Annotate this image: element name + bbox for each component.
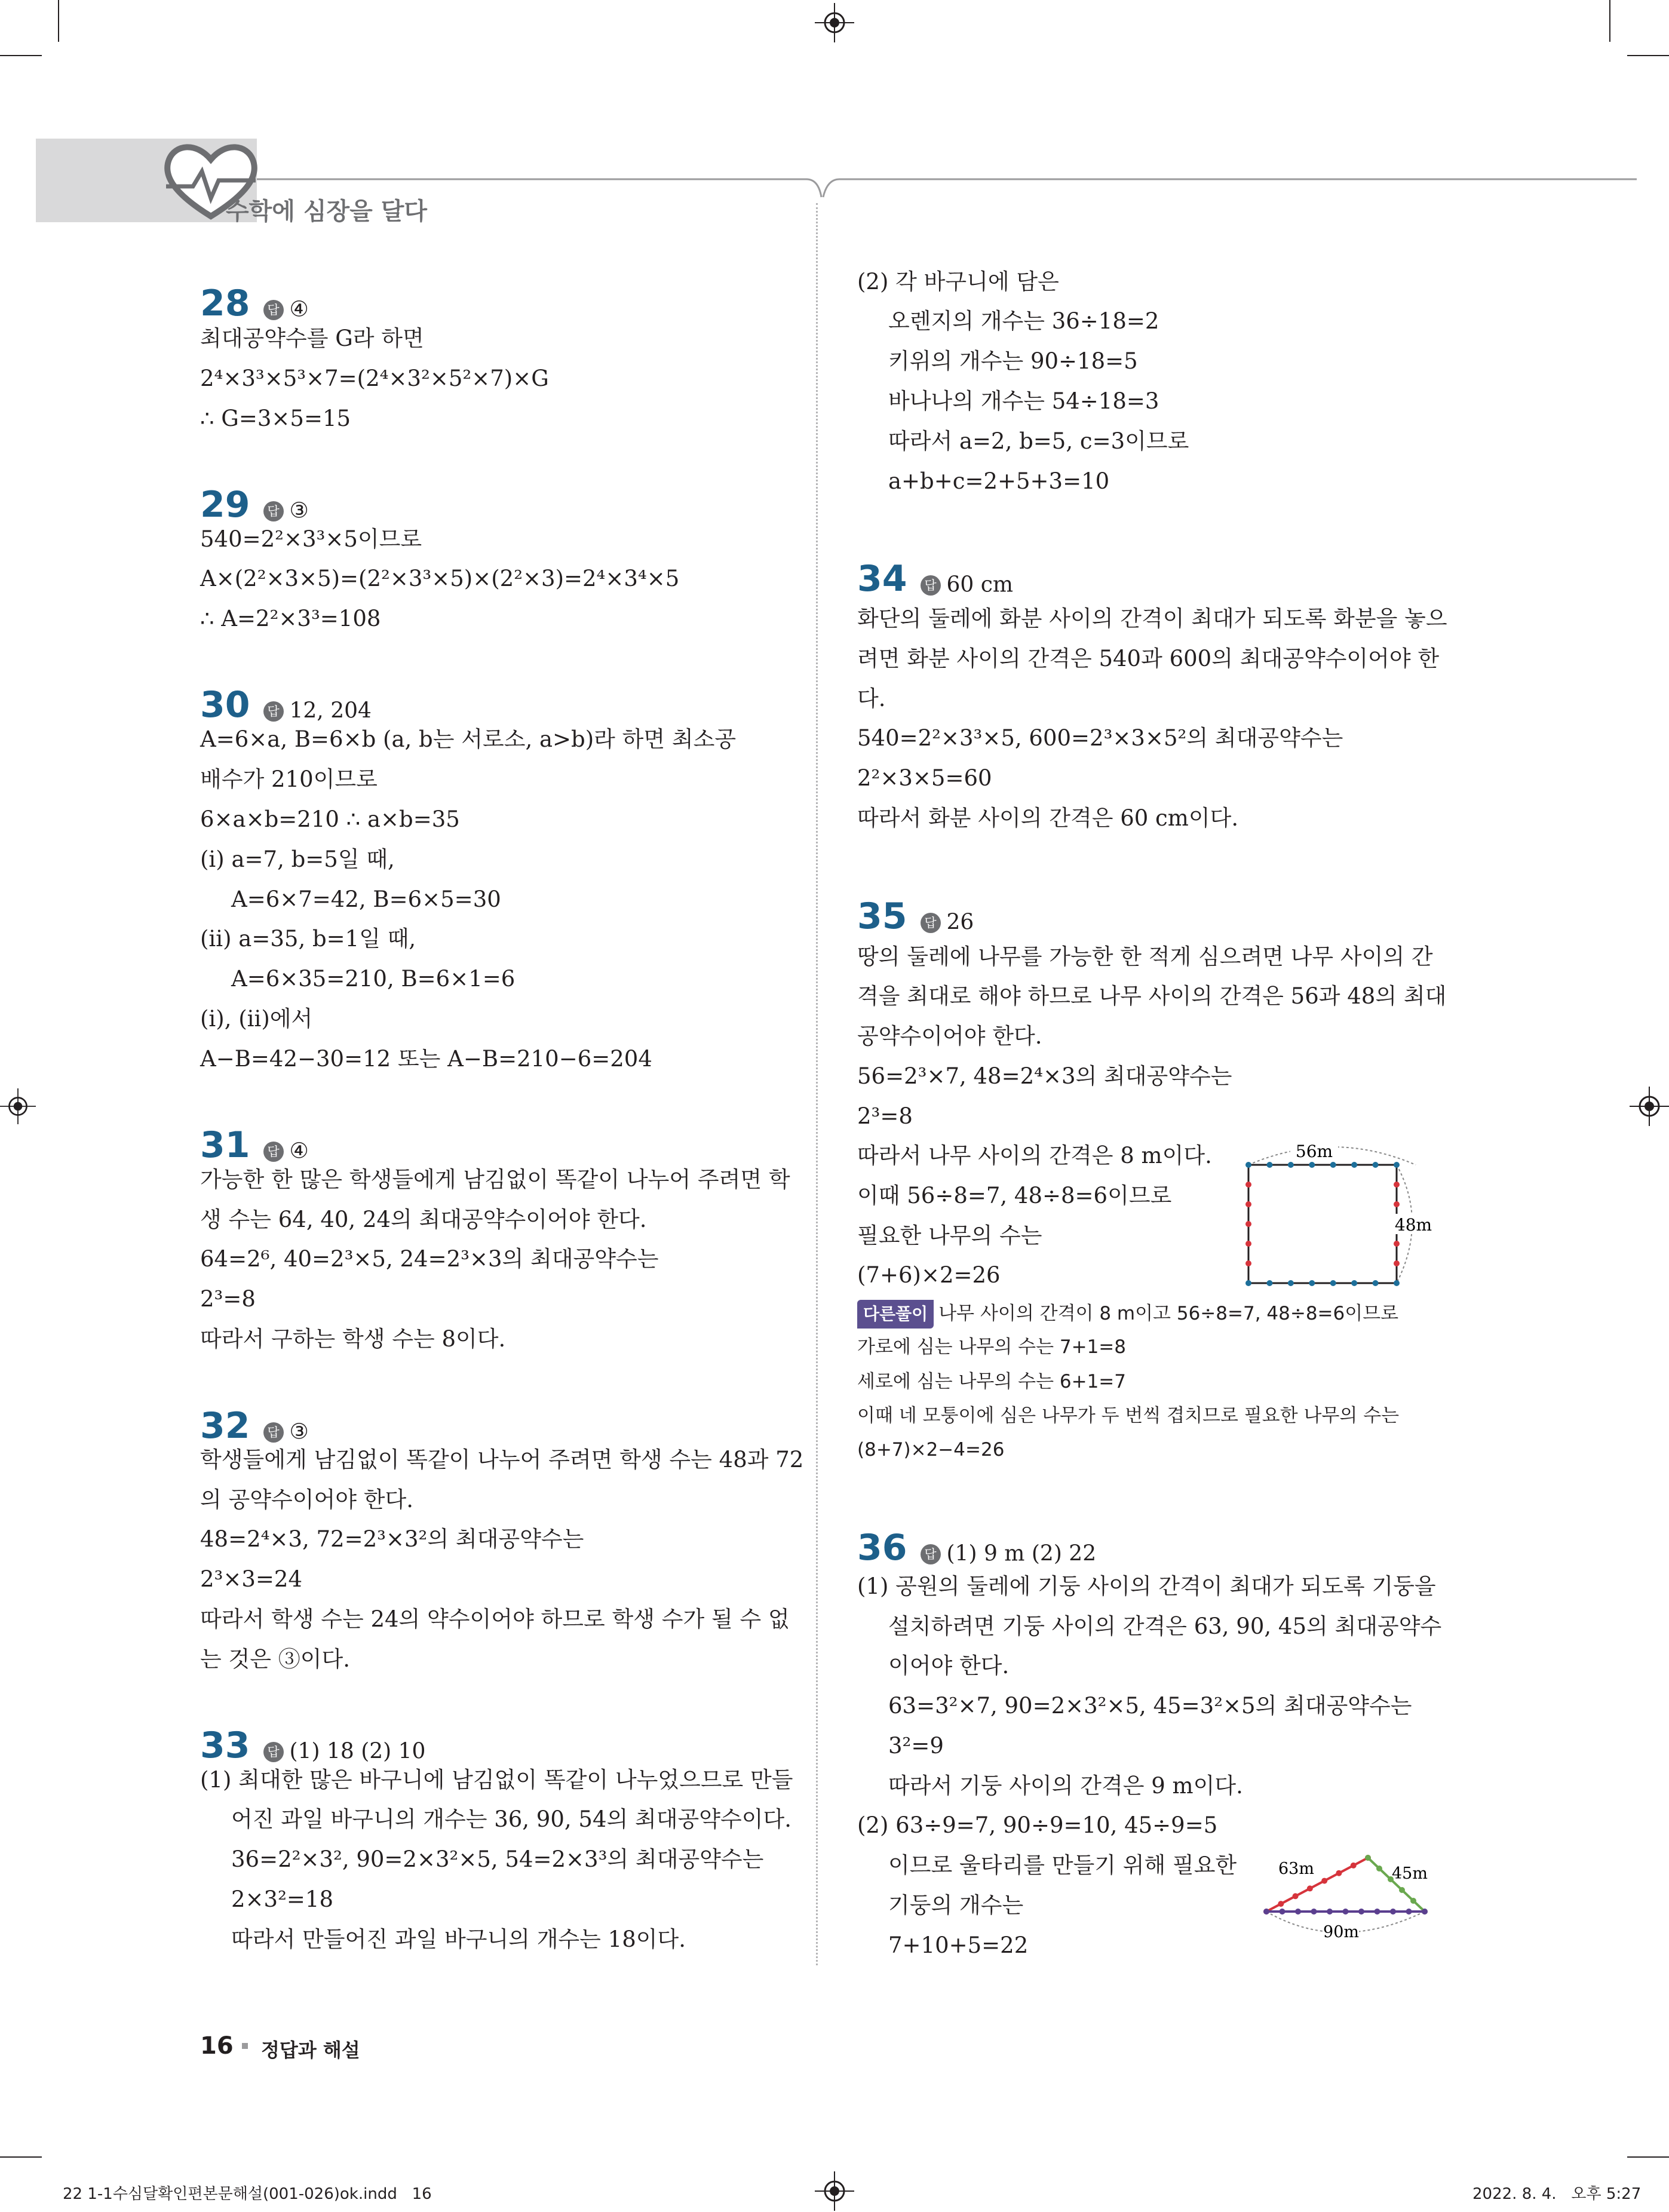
tree-dot [1266, 1280, 1272, 1286]
tree-dot [1373, 1280, 1379, 1286]
tree-dot [1321, 1878, 1327, 1884]
registration-mark-icon [1630, 1087, 1669, 1126]
tree-dot [1288, 1162, 1294, 1168]
solution-line: 따라서 기둥 사이의 간격은 9 m이다. [888, 1773, 1243, 1799]
header-rule [257, 173, 1637, 245]
tree-dot [1394, 1182, 1400, 1188]
problem-header [200, 1405, 309, 1450]
problem-number: 30 [200, 684, 250, 726]
answer-text: ③ [289, 1419, 309, 1444]
problem-number: 36 [857, 1527, 907, 1569]
solution-line: 학생들에게 남김없이 똑같이 나누어 주려면 학생 수는 48과 72 [200, 1447, 804, 1472]
solution-line: 설치하려면 기둥 사이의 간격은 63, 90, 45의 최대공약수 [888, 1613, 1442, 1639]
solution-line: 려면 화분 사이의 간격은 540과 600의 최대공약수이어야 한 [857, 646, 1440, 671]
tree-dot [1309, 1162, 1315, 1168]
crop-mark [0, 55, 42, 56]
solution-line: 6×a×b=210 ∴ a×b=35 [200, 806, 460, 832]
solution-line: (1) 최대한 많은 바구니에 남김없이 똑같이 나누었으므로 만들 [200, 1767, 793, 1793]
alternative-solution-line: 이때 네 모퉁이에 심은 나무가 두 번씩 겹치므로 필요한 나무의 수는 [857, 1405, 1400, 1426]
crop-mark [0, 2156, 42, 2158]
solution-line: (1) 공원의 둘레에 기둥 사이의 간격이 최대가 되도록 기둥을 [857, 1573, 1436, 1599]
solution-line: 땅의 둘레에 나무를 가능한 한 적게 심으려면 나무 사이의 간 [857, 944, 1433, 970]
solution-line: ∴ A=2²×3³=108 [200, 606, 381, 631]
tree-dot [1293, 1893, 1299, 1899]
solution-line: ∴ G=3×5=15 [200, 406, 351, 431]
tree-dot [1399, 1887, 1405, 1893]
footer-title: 정답과 해설 [261, 2039, 360, 2061]
tree-dot [1327, 1909, 1333, 1915]
fig36-bottom-label: 90m [1323, 1923, 1359, 1941]
solution-line: 바나나의 개수는 54÷18=3 [888, 388, 1159, 414]
fig36-right-label: 45m [1392, 1864, 1428, 1883]
tree-dot [1422, 1909, 1428, 1915]
crop-mark [1609, 0, 1610, 42]
solution-line: 따라서 구하는 학생 수는 8이다. [200, 1326, 506, 1352]
solution-line: 2³=8 [857, 1103, 913, 1129]
answer-text: (1) 9 m (2) 22 [946, 1541, 1097, 1566]
solution-line: 최대공약수를 G라 하면 [200, 326, 424, 351]
tree-dot [1406, 1909, 1412, 1915]
tree-dot [1376, 1866, 1382, 1872]
answer-icon: 답 [921, 575, 941, 596]
problem-number: 32 [200, 1405, 250, 1447]
alternative-solution-tag: 다른풀이 [857, 1300, 934, 1329]
solution-line: 이므로 울타리를 만들기 위해 필요한 [888, 1852, 1237, 1878]
solution-line: 의 공약수이어야 한다. [200, 1487, 413, 1512]
problem-number: 34 [857, 558, 907, 600]
solution-line: A=6×a, B=6×b (a, b는 서로소, a>b)라 하면 최소공 [200, 726, 737, 752]
tree-dot [1375, 1909, 1380, 1915]
answer-icon: 답 [263, 1422, 284, 1443]
answer-icon: 답 [263, 501, 284, 521]
problem-header [200, 1124, 309, 1170]
alternative-solution-line: 세로에 심는 나무의 수는 6+1=7 [857, 1371, 1126, 1392]
problem-number: 35 [857, 895, 907, 937]
tree-dot [1266, 1162, 1272, 1168]
solution-line: A=6×35=210, B=6×1=6 [231, 966, 516, 992]
alternative-solution-line: 가로에 심는 나무의 수는 7+1=8 [857, 1336, 1126, 1358]
solution-line: 36=2²×3², 90=2×3²×5, 54=2×3³의 최대공약수는 [231, 1846, 764, 1872]
tree-dot [1245, 1221, 1251, 1227]
crop-mark [1627, 55, 1669, 56]
tree-dot [1390, 1909, 1396, 1915]
header-title: 수학에 심장을 달다 [226, 198, 427, 225]
solution-line: 따라서 화분 사이의 간격은 60 cm이다. [857, 805, 1239, 831]
solution-line: (i) a=7, b=5일 때, [200, 846, 395, 872]
solution-line: 따라서 만들어진 과일 바구니의 개수는 18이다. [231, 1926, 686, 1952]
solution-line: 따라서 a=2, b=5, c=3이므로 [888, 428, 1189, 454]
tree-dot [1245, 1162, 1251, 1168]
solution-line: 이어야 한다. [888, 1653, 1010, 1679]
answer-text: 60 cm [946, 572, 1014, 597]
page-number: 16 [200, 2032, 234, 2060]
problem-number: 31 [200, 1124, 250, 1166]
solution-line: 2³×3=24 [200, 1566, 302, 1592]
answer-text: ③ [289, 498, 309, 523]
solution-line: 2²×3×5=60 [857, 765, 992, 791]
fig35-side-label: 48m [1394, 1215, 1432, 1235]
answer-icon: 답 [921, 913, 941, 933]
problem-header [857, 558, 1014, 603]
tree-dot [1245, 1241, 1251, 1247]
registration-mark-icon [815, 2171, 854, 2211]
problem-header [200, 684, 372, 729]
tree-dot [1394, 1201, 1400, 1207]
problem-header [200, 1725, 426, 1770]
tree-dot [1311, 1909, 1317, 1915]
tree-dot [1410, 1898, 1416, 1904]
tree-dot [1394, 1162, 1400, 1168]
tree-dot [1358, 1909, 1364, 1915]
registration-mark-icon [0, 1087, 36, 1126]
solution-line: 기둥의 개수는 [888, 1892, 1024, 1918]
solution-line: a+b+c=2+5+3=10 [888, 468, 1110, 494]
answer-icon: 답 [263, 701, 284, 722]
answer-icon: 답 [921, 1544, 941, 1564]
tree-dot [1365, 1855, 1371, 1861]
tree-dot [1288, 1280, 1294, 1286]
solution-line: 오렌지의 개수는 36÷18=2 [888, 308, 1159, 334]
answer-icon: 답 [263, 300, 284, 320]
tree-dot [1343, 1909, 1349, 1915]
solution-line: 63=3²×7, 90=2×3²×5, 45=3²×5의 최대공약수는 [888, 1693, 1412, 1719]
tree-dot [1245, 1260, 1251, 1266]
solution-line: 540=2²×3³×5, 600=2³×3×5²의 최대공약수는 [857, 725, 1343, 751]
alternative-solution-line [857, 1300, 1398, 1329]
solution-line: (7+6)×2=26 [857, 1262, 1001, 1288]
problem-header [857, 1527, 1097, 1572]
tree-dot [1330, 1280, 1336, 1286]
answer-text: ④ [289, 1139, 309, 1164]
answer-text: 12, 204 [289, 698, 372, 723]
solution-line: 생 수는 64, 40, 24의 최대공약수이어야 한다. [200, 1207, 647, 1232]
tree-dot [1336, 1870, 1342, 1876]
crop-mark [1627, 2156, 1669, 2158]
solution-line: A=6×7=42, B=6×5=30 [231, 886, 501, 912]
solution-line: 56=2³×7, 48=2⁴×3의 최대공약수는 [857, 1063, 1232, 1089]
answer-text: (1) 18 (2) 10 [289, 1739, 426, 1764]
solution-line: 48=2⁴×3, 72=2³×3²의 최대공약수는 [200, 1526, 584, 1552]
tree-dot [1307, 1885, 1313, 1891]
solution-line: 공약수이어야 한다. [857, 1023, 1042, 1049]
solution-line: 64=2⁶, 40=2³×5, 24=2³×3의 최대공약수는 [200, 1246, 659, 1272]
slug-filename: 22 1-1수심달확인편본문해설(001-026)ok.indd 16 [63, 2185, 432, 2203]
problem-header [200, 283, 309, 328]
solution-line: 540=2²×3³×5이므로 [200, 526, 422, 552]
fig35-top-label: 56m [1295, 1142, 1333, 1161]
tree-dot [1394, 1280, 1400, 1286]
solution-line: 3²=9 [888, 1733, 944, 1759]
tree-dot [1245, 1280, 1251, 1286]
alternative-solution-line: (8+7)×2−4=26 [857, 1439, 1005, 1461]
tree-dot [1280, 1909, 1286, 1915]
solution-line: 필요한 나무의 수는 [857, 1223, 1042, 1248]
tree-dot [1263, 1909, 1269, 1915]
tree-dot [1351, 1162, 1357, 1168]
solution-line: 2³=8 [200, 1286, 256, 1312]
solution-line: (ii) a=35, b=1일 때, [200, 926, 416, 952]
solution-line: (2) 63÷9=7, 90÷9=10, 45÷9=5 [857, 1812, 1218, 1838]
problem-header [857, 895, 974, 941]
solution-line: 격을 최대로 해야 하므로 나무 사이의 간격은 56과 48의 최대 [857, 983, 1447, 1009]
figure-35-rectangle [1242, 1135, 1432, 1296]
solution-line: 7+10+5=22 [888, 1932, 1029, 1958]
problem-header [200, 484, 309, 529]
fig36-left-label: 63m [1278, 1860, 1314, 1878]
tree-dot [1278, 1901, 1284, 1907]
answer-icon: 답 [263, 1742, 284, 1762]
problem-number: 28 [200, 283, 250, 324]
tree-dot [1245, 1182, 1251, 1188]
solution-line: 는 것은 ③이다. [200, 1646, 350, 1672]
problem-number: 29 [200, 484, 250, 526]
tree-dot [1351, 1863, 1357, 1869]
solution-line: 2⁴×3³×5³×7=(2⁴×3²×5²×7)×G [200, 366, 549, 391]
slug-date: 2022. 8. 4. 오후 5:27 [1472, 2185, 1642, 2203]
solution-line: 이때 56÷8=7, 48÷8=6이므로 [857, 1183, 1172, 1208]
answer-text: ④ [289, 297, 309, 322]
tree-dot [1330, 1162, 1336, 1168]
solution-line: A×(2²×3×5)=(2²×3³×5)×(2²×3)=2⁴×3⁴×5 [200, 566, 680, 591]
solution-line: A−B=42−30=12 또는 A−B=210−6=204 [200, 1046, 652, 1072]
answer-icon: 답 [263, 1142, 284, 1162]
solution-line: 따라서 학생 수는 24의 약수이어야 하므로 학생 수가 될 수 없 [200, 1606, 790, 1632]
problem-number: 33 [200, 1725, 250, 1766]
tree-dot [1245, 1201, 1251, 1207]
solution-line: 따라서 나무 사이의 간격은 8 m이다. [857, 1143, 1212, 1168]
solution-line: 가능한 한 많은 학생들에게 남김없이 똑같이 나누어 주려면 학 [200, 1167, 790, 1192]
crop-mark [58, 0, 59, 42]
solution-line: (2) 각 바구니에 담은 [857, 269, 1059, 294]
tree-dot [1394, 1260, 1400, 1266]
answer-text: 26 [946, 910, 974, 935]
solution-line: 키위의 개수는 90÷18=5 [888, 348, 1138, 374]
registration-mark-icon [815, 3, 854, 42]
tree-dot [1351, 1280, 1357, 1286]
solution-line: 다. [857, 686, 886, 711]
tree-dot [1295, 1909, 1301, 1915]
solution-line: 화단의 둘레에 화분 사이의 간격이 최대가 되도록 화분을 놓으 [857, 606, 1447, 631]
tree-dot [1309, 1280, 1315, 1286]
solution-line: (i), (ii)에서 [200, 1006, 313, 1032]
solution-line: 2×3²=18 [231, 1886, 333, 1912]
alternative-solution-text: 나무 사이의 간격이 8 m이고 56÷8=7, 48÷8=6이므로 [938, 1303, 1399, 1324]
solution-line: 어진 과일 바구니의 개수는 36, 90, 54의 최대공약수이다. [231, 1806, 791, 1832]
figure-36-triangle [1254, 1846, 1434, 1941]
tree-dot [1394, 1241, 1400, 1247]
solution-line: 배수가 210이므로 [200, 766, 378, 792]
tree-dot [1373, 1162, 1379, 1168]
column-divider [816, 203, 818, 1965]
footer-square [242, 2043, 248, 2049]
